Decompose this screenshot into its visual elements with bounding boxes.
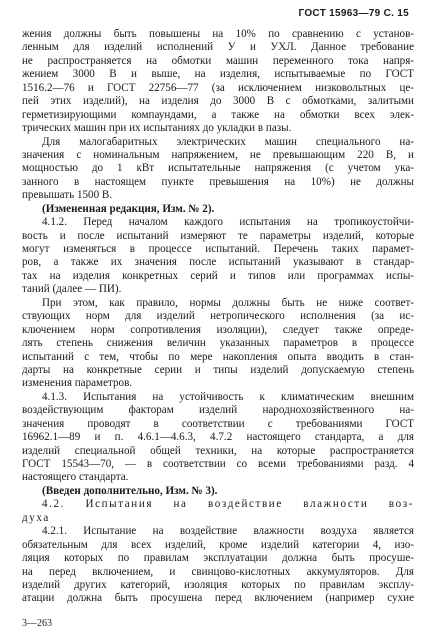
text-line: испытаний с тем, чтобы по мере накопления опыта вводить в стан- [22, 350, 414, 363]
text-line: изделий специальной общей техники, на которые распространяется [22, 444, 414, 457]
text-line: вость и после испытаний измеряют те параметры изделий, которые [22, 229, 414, 242]
text-line: воздействующим факторам изделий народнохозяйственного на- [22, 404, 414, 417]
text-line: настоящего стандарта. [22, 471, 129, 484]
text-line: трических машин при их испытаниях до укладки в пазы. [22, 122, 292, 135]
text-line: 4.1.2. Перед началом каждого испытания на тропикоустойчи- [42, 216, 414, 229]
text-line: дарты на конкретные серии и типы изделий допускаемую степень [22, 363, 414, 376]
page-header: ГОСТ 15963—79 С. 15 [298, 8, 409, 19]
text-line: могут изменяться в процессе испытаний. Перечень таких парамет- [22, 243, 414, 255]
text-line: ленным для изделий исполнений У и УХЛ. Данное требование [22, 41, 414, 54]
text-line: на перед включением, и свинцово-кислотных аккумуляторов. Для [22, 565, 414, 578]
text-line: жением 3000 В и выше, на изделия, испытываемые по ГОСТ [22, 68, 414, 81]
document-body [22, 28, 414, 606]
text-line: ров, а также их значения после испытаний указывают в стандар- [22, 256, 414, 269]
text-line: значения с номинальным напряжением, не превышающим 220 В, и [22, 148, 414, 161]
text-line: изменения параметров. [22, 377, 133, 390]
text-line: атации должна быть просушена перед включением (например сухие [22, 592, 414, 605]
text-line: Для малогабаритных электрических машин специального на- [42, 135, 414, 148]
text-line: 4.1.3. Испытания на устойчивость к климатическим внешним [42, 390, 414, 403]
text-line: 1516.2—76 и ГОСТ 22756—77 (за исключением низковольтных це- [22, 81, 414, 94]
text-line: тах на изделия конкретных серий и типов или программах испы- [22, 269, 414, 282]
amendment-note: (Введен дополнительно, Изм. № 3). [42, 484, 218, 497]
text-line: ствующих норм для изделий нетропического исполнения (за ис- [22, 310, 414, 323]
text-line: обязательным для всех изделий, кроме изделий категории 4, изо- [22, 538, 414, 551]
text-line: ГОСТ 15543—70, — в соответствии со всеми требованиями разд. 4 [22, 458, 414, 470]
section-heading-cont: духа [22, 511, 50, 524]
page-footer: 3—263 [22, 618, 52, 629]
text-line: таний (далее — ПИ). [22, 283, 122, 296]
text-line: 4.2.1. Испытание на воздействие влажности воздуха является [42, 525, 414, 538]
text-line: мощностью до 1 кВт испытательные напряжения (с учетом ука- [22, 162, 414, 175]
section-heading: 4.2. Испытания на воздействие влажности воз- [42, 498, 414, 511]
text-line: превышать 1500 В. [22, 189, 113, 202]
text-line: значения проводят в соответствии с требованиями ГОСТ [22, 417, 414, 430]
text-line: не распространяется на обмотки машин переменного тока напря- [22, 54, 414, 67]
text-line: изделий других категорий, изоляция которых по правилам эксплу- [22, 578, 414, 591]
text-line: герметизирующими компаундами, а также на обмотки всех элек- [22, 108, 414, 121]
text-line: пей этих изделий), на изделия до 3000 В с обмотками, залитыми [22, 95, 414, 108]
text-line: жения должны быть повышены на 10% по сравнению с установ- [22, 28, 414, 40]
text-line: лять степень снижения величин указанных параметров в процессе [22, 337, 414, 350]
text-line: 16962.1—89 и п. 4.6.1—4.6.3, 4.7.2 настоящего стандарта, а для [22, 431, 414, 444]
text-line: ляция которых по правилам эксплуатации должна быть просуше- [22, 552, 414, 565]
amendment-note: (Измененная редакция, Изм. № 2). [42, 202, 215, 215]
text-line: При этом, как правило, нормы должны быть не ниже соответ- [42, 296, 414, 309]
text-line: ключением норм сопротивления изоляции), следует также опреде- [22, 323, 414, 336]
text-line: занного в настоящем пункте превышения на 10%) не должны [22, 175, 414, 188]
